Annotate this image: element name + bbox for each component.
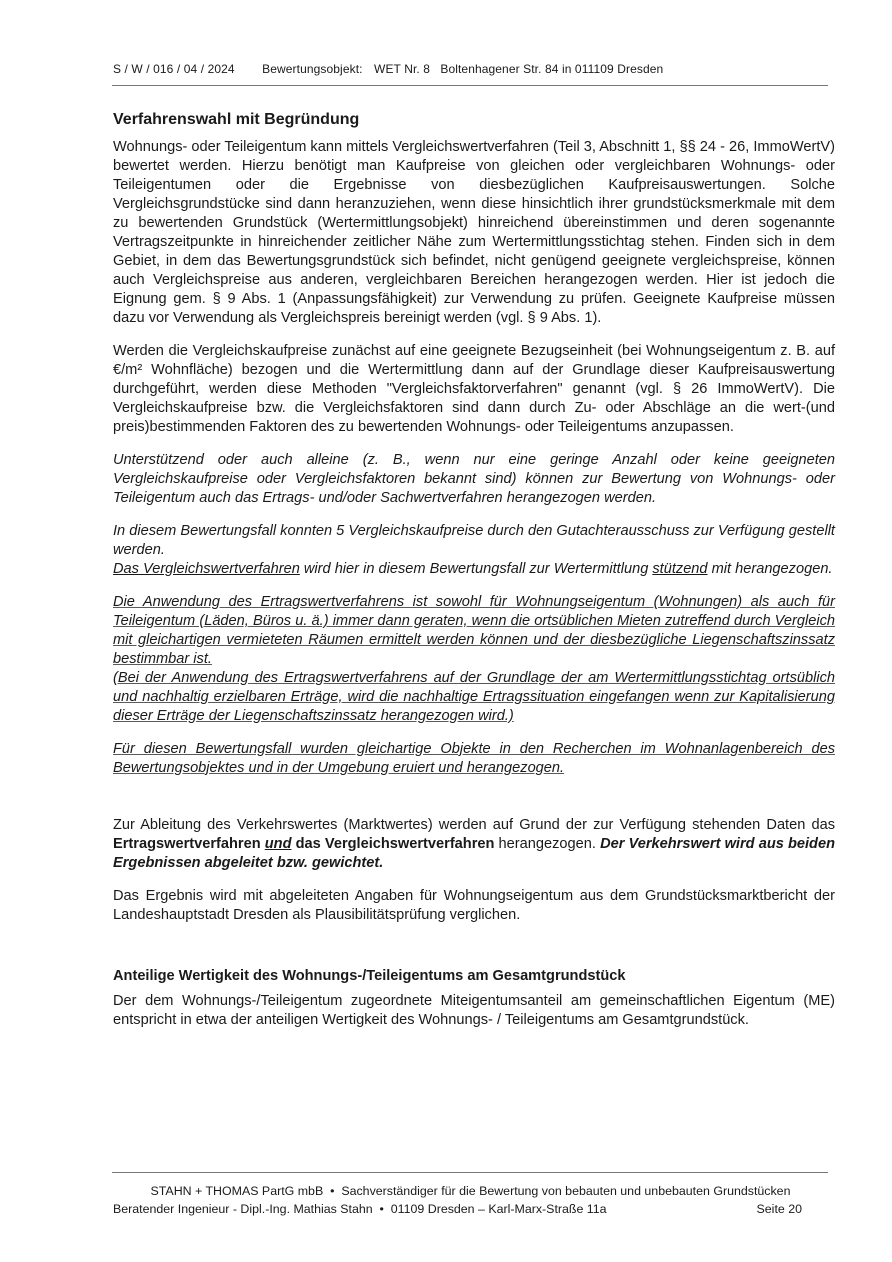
paragraph-vergleichsfaktor: Werden die Vergleichskaufpreise zunächst auf eine geeignete Bezugseinheit (bei Wohnungseigentum z. B. auf €/m² Wohnfläche) bezogen und die Wertermittlung dann auf der Grundlage dieser Kaufpreisauswertung durchgeführt, werden diese Methoden "Vergleichsfaktorverfahren" genannt (vgl. § 26 ImmoWertV). Die Vergleichskaufpreise bzw. die Vergleichsfaktoren sind dann durch Zu- oder Abschläge an die wert-(und preis)bestimmenden Faktoren des zu bewertenden Wohnungs- oder Teileigentums anzupassen. <box>113 343 835 435</box>
vergleichswert-text: wird hier in diesem Bewertungsfall zur Wertermittlung <box>299 561 653 577</box>
object-label: Bewertungsobjekt: <box>262 62 363 76</box>
und-emphasis: und <box>264 836 292 852</box>
paragraph-verkehrswert <box>113 816 835 873</box>
paragraph-unterstuetzend: Unterstützend oder auch alleine (z. B., wenn nur eine geringe Anzahl oder keine geeigneten Vergleichskaufpreise oder Vergleichsfaktoren bekannt sind) können zur Bewertung von Wohnungs- oder Teileigentum auch das Ertrags- und/oder Sachwertverfahren herangezogen werden. <box>113 452 835 506</box>
vergleichswert-bold: das Vergleichswertverfahren <box>295 836 495 852</box>
footer-address-line <box>113 1200 828 1218</box>
ertragswert-bold: Ertragswertverfahren <box>113 836 261 852</box>
verkehrswert-emphasis: Der Verkehrswert wird aus beiden Ergebnissen abgeleitet bzw. gewichtet. <box>113 836 836 871</box>
paragraph-bewertungsfall <box>113 522 835 579</box>
section-title-anteilige-wertigkeit: Anteilige Wertigkeit des Wohnungs-/Teileigentums am Gesamtgrundstück <box>113 968 626 984</box>
paragraph-recherche: Für diesen Bewertungsfall wurden gleichartige Objekte in den Recherchen im Wohnanlagenbereich des Bewertungsobjektes und in der Umgebung eruiert und herangezogen. <box>113 741 835 776</box>
vergleichswert-underlined: Das Vergleichswertverfahren <box>113 561 300 577</box>
paragraph-miteigentumsanteil: Der dem Wohnungs-/Teileigentum zugeordnete Miteigentumsanteil am gemeinschaftlichen Eigentum (ME) entspricht in etwa der anteiligen Wertigkeit des Wohnungs- / Teileigentums am Gesamtgrundstück. <box>113 993 835 1028</box>
page-header <box>113 62 833 76</box>
section-title-verfahrenswahl: Verfahrenswahl mit Begründung <box>113 111 360 128</box>
header-divider <box>112 85 828 86</box>
footer-address: Beratender Ingenieur - Dipl.-Ing. Mathias Stahn • 01109 Dresden – Karl-Marx-Straße 11a <box>113 1202 607 1216</box>
footer-company: STAHN + THOMAS PartG mbB • Sachverständiger für die Bewertung von bebauten und unbebauten Grundstücken <box>150 1184 791 1198</box>
page-number: Seite 20 <box>756 1202 802 1216</box>
document-reference: S / W / 016 / 04 / 2024 <box>113 62 235 76</box>
verkehrswert-text: Zur Ableitung des Verkehrswertes (Marktwertes) werden auf Grund der zur Verfügung stehenden Daten das <box>113 817 835 833</box>
page-footer <box>113 1182 828 1218</box>
stuetzend-underlined: stützend <box>652 561 708 577</box>
footer-divider <box>112 1172 828 1173</box>
paragraph-vergleichswert: Wohnungs- oder Teileigentum kann mittels Vergleichswertverfahren (Teil 3, Abschnitt 1, §§ 24 - 26, ImmoWertV) bewertet werden. Hierzu benötigt man Kaufpreise von gleichen oder vergleichbaren Wohnungs- oder Teileigentumen oder die Ergebnisse von diesbezüglichen Kaufpreisauswertungen. Solche Vergleichsgrundstücke sind dann heranzuziehen, wenn diese hinsichtlich ihrer grundstücksmerkmale mit dem zu bewertenden Grundstück (Wertermittlungsobjekt) hinreichend übereinstimmen und deren sogenannte Vertragszeitpunkte in hinreichender zeitlicher Nähe zum Wertermittlungsstichtag stehen. Finden sich in dem Gebiet, in dem das Bewertungsgrundstück sich befindet, nicht genügend geeignete vergleichspreise, können auch Vergleichspreise aus anderen, vergleichbaren Bereichen herangezogen werden. Hier ist jedoch die Eignung gem. § 9 Abs. 1 (Anpassungsfähigkeit) zur Verwendung zu prüfen. Geeignete Kaufpreise müssen dazu vor Verwendung als Vergleichspreis bereinigt werden (vgl. § 9 Abs. 1). <box>113 139 835 326</box>
page-content <box>113 110 835 1044</box>
object-value: WET Nr. 8 Boltenhagener Str. 84 in 011109 Dresden <box>374 62 664 76</box>
vergleichskaufpreise-text: In diesem Bewertungsfall konnten 5 Vergleichskaufpreise durch den Gutachterausschuss zur Verfügung gestellt werden. <box>113 523 835 558</box>
paragraph-ertragswert-note: (Bei der Anwendung des Ertragswertverfahrens auf der Grundlage der am Wertermittlungsstichtag ortsüblich und nachhaltig erzielbaren Erträge, wird die nachhaltige Ertragssituation eingefangen wenn zur Kapitalisierung dieser Erträge der Liegenschaftszinssatz herangezogen wird.) <box>113 670 835 724</box>
paragraph-plausibilitaet: Das Ergebnis wird mit abgeleiteten Angaben für Wohnungseigentum aus dem Grundstücksmarktbericht der Landeshauptstadt Dresden als Plausibilitätsprüfung verglichen. <box>113 888 835 923</box>
herangezogen-inline: herangezogen. <box>494 836 601 852</box>
paragraph-ertragswert: Die Anwendung des Ertragswertverfahrens ist sowohl für Wohnungseigentum (Wohnungen) als auch für Teileigentum (Läden, Büros u. ä.) immer dann geraten, wenn die ortsüblichen Mieten zutreffend durch Vergleich mit gleichartigen vermieteten Räumen ermittelt werden können und der diesbezügliche Liegenschaftszinssatz bestimmbar ist. <box>113 594 835 667</box>
herangezogen-text: mit herangezogen. <box>707 561 833 577</box>
